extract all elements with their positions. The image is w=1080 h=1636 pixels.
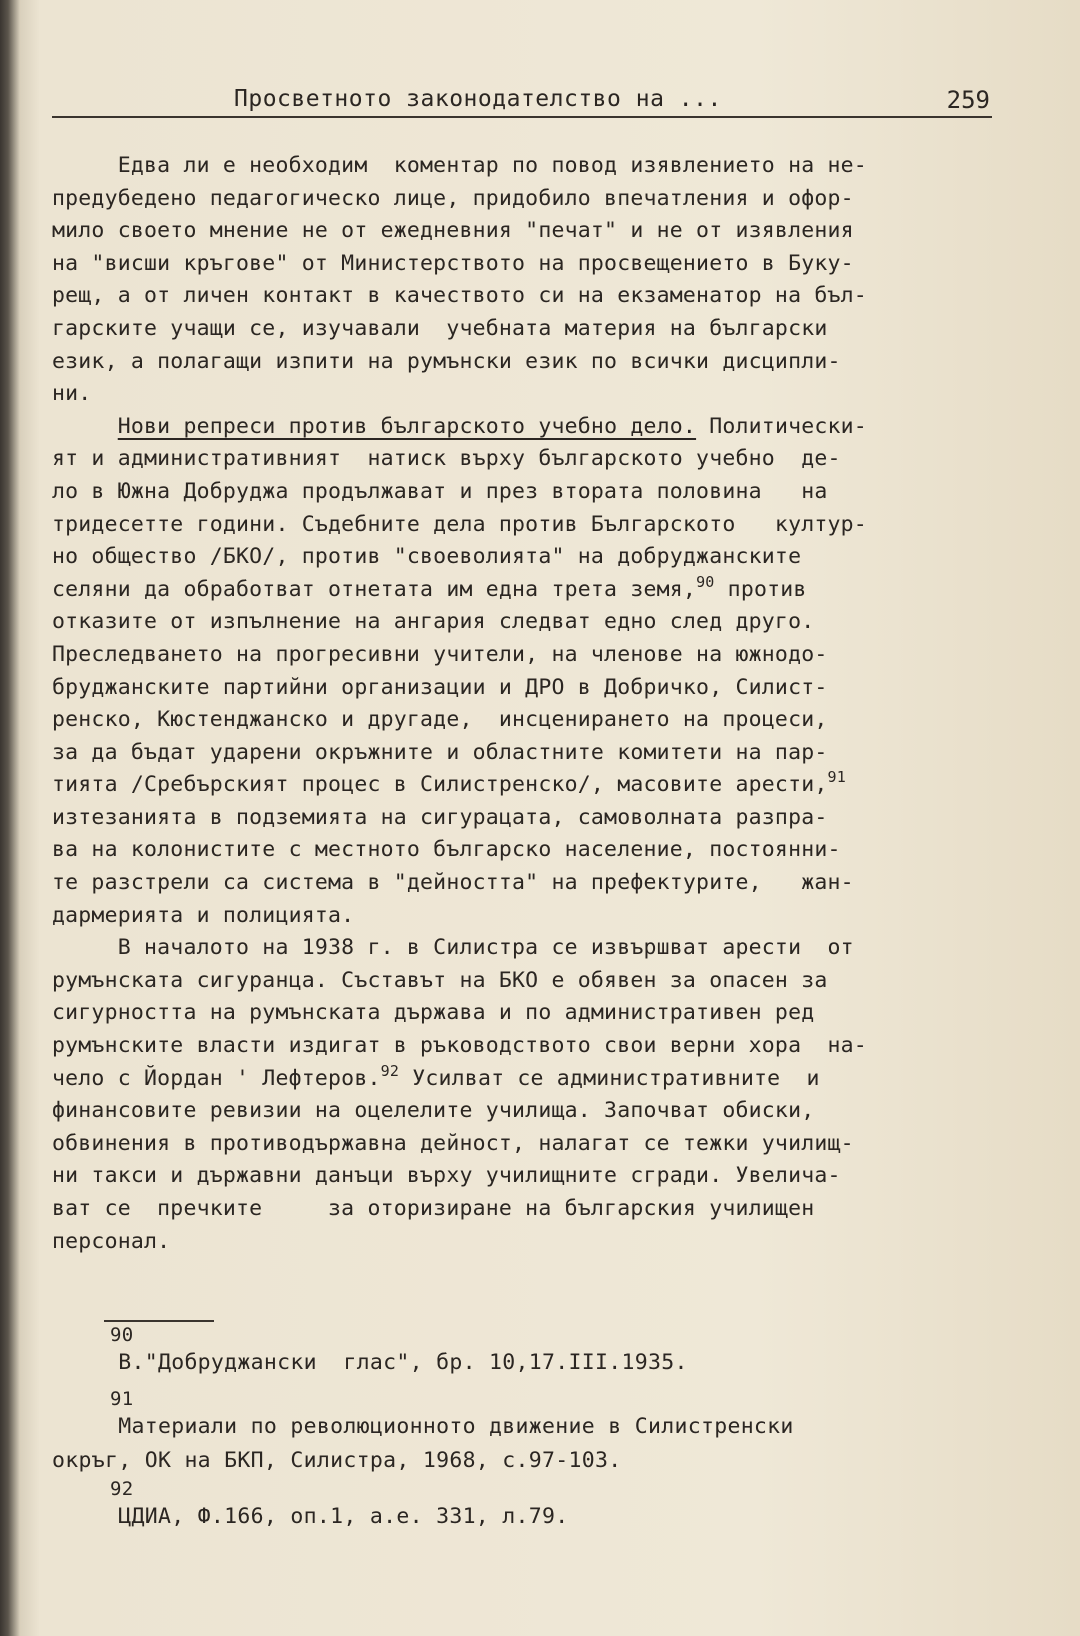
footnote-divider [104, 1320, 214, 1322]
text-fragment: чело с Йордан ' Лефтеров. [52, 1065, 381, 1091]
footnote-number: 90 [110, 1324, 134, 1346]
text-fragment: против [714, 576, 807, 602]
text-line [52, 769, 992, 802]
text-line: на "висши кръгове" от Министерството на просвещението в Буку- [52, 250, 854, 276]
text-line: ни такси и държавни данъци върху училищните сгради. Увелича- [52, 1163, 841, 1189]
text-line: персонал. [52, 1228, 171, 1254]
text-line: Едва ли е необходим коментар по повод изявлението на не- [52, 153, 867, 178]
running-header [52, 80, 992, 118]
text-line: румънските власти издигат в ръководството свои верни хора на- [52, 1033, 867, 1059]
text-line [52, 574, 992, 607]
text-line: ренско, Кюстенджанско и другаде, инсценирането на процеси, [52, 707, 828, 733]
footnote-92 [52, 1478, 992, 1542]
text-line: предубедено педагогическо лице, придобило впечатления и офор- [52, 185, 854, 211]
text-line: дармерията и полицията. [52, 902, 355, 928]
text-fragment: Усилват се административните и [399, 1065, 820, 1091]
text-line: ва на колонистите с местното българско население, постоянни- [52, 837, 841, 863]
footnote-text: В."Добруджански глас", бр. 10,17.III.1935. [52, 1350, 688, 1375]
body-text [52, 150, 992, 1258]
footnotes [52, 1324, 992, 1542]
text-line: изтезанията в подземията на сигурацата, самоволната разпра- [52, 804, 828, 830]
text-line: бруджанските партийни организации и ДРО в Добричко, Силист- [52, 674, 828, 700]
text-line: но общество /БКО/, против "своеволията" на добруджанските [52, 544, 802, 570]
page-number: 259 [946, 86, 990, 114]
header-title: Просветното законодателство на ... [234, 86, 722, 112]
text-line: сигурността на румънската държава и по административен ред [52, 1000, 815, 1026]
footnote-text: окръг, ОК на БКП, Силистра, 1968, с.97-103. [52, 1448, 622, 1473]
text-line [52, 1063, 992, 1096]
text-line: румънската сигуранца. Съставът на БКО е обявен за опасен за [52, 967, 828, 993]
text-line: В началото на 1938 г. в Силистра се извършват арести от [52, 935, 854, 961]
text-line: мило своето мнение не от ежедневния "печат" и не от изявления [52, 218, 854, 244]
text-fragment: селяни да обработват отнетата им една трета земя, [52, 576, 697, 602]
text-fragment: тията /Сребърският процес в Силистренско/, масовите арести, [52, 772, 828, 798]
text-line: те разстрели са система в "дейността" на префектурите, жан- [52, 870, 854, 896]
text-line: ят и административният натиск върху българското учебно де- [52, 446, 841, 472]
footnote-90 [52, 1324, 992, 1388]
text-line: ло в Южна Добруджа продължават и през втората половина на [52, 478, 828, 504]
text-line: ват се пречките за оторизиране на българския училищен [52, 1196, 815, 1221]
text-line: език, а полагащи изпити на румънски език по всички дисципли- [52, 348, 841, 374]
footnote-number: 92 [110, 1478, 134, 1500]
footnote-text: ЦДИА, Ф.166, оп.1, а.е. 331, л.79. [52, 1504, 569, 1529]
text-line: отказите от изпълнение на ангария следват едно след друго. [52, 609, 815, 635]
text-line: ни. [52, 381, 92, 407]
text-line: тридесетте години. Съдебните дела против Българското култур- [52, 511, 867, 537]
text-line: рещ, а от личен контакт в качеството си на екзаменатор на бъл- [52, 283, 867, 309]
text-line: обвинения в противодържавна дейност, налагат се тежки училищ- [52, 1130, 854, 1156]
footnote-91 [52, 1388, 992, 1478]
footnote-ref: 91 [827, 768, 846, 787]
footnote-number: 91 [110, 1388, 134, 1410]
section-heading: Нови репреси против българското учебно дело. [117, 413, 697, 439]
text-line: финансовите ревизии на оцелелите училища. Започват обиски, [52, 1098, 815, 1124]
footnote-ref: 92 [380, 1061, 400, 1080]
text-fragment: Политически- [696, 413, 867, 439]
text-line: за да бъдат ударени окръжните и областните комитети на пар- [52, 739, 828, 765]
text-line: Преследването на прогресивни учители, на членове на южнодо- [52, 641, 828, 667]
text-line: гарските учащи се, изучавали учебната материя на български [52, 315, 828, 341]
section-first-line [52, 411, 992, 444]
footnote-ref: 90 [696, 572, 715, 591]
footnote-text: Материали по революционното движение в Силистренски [52, 1414, 794, 1439]
